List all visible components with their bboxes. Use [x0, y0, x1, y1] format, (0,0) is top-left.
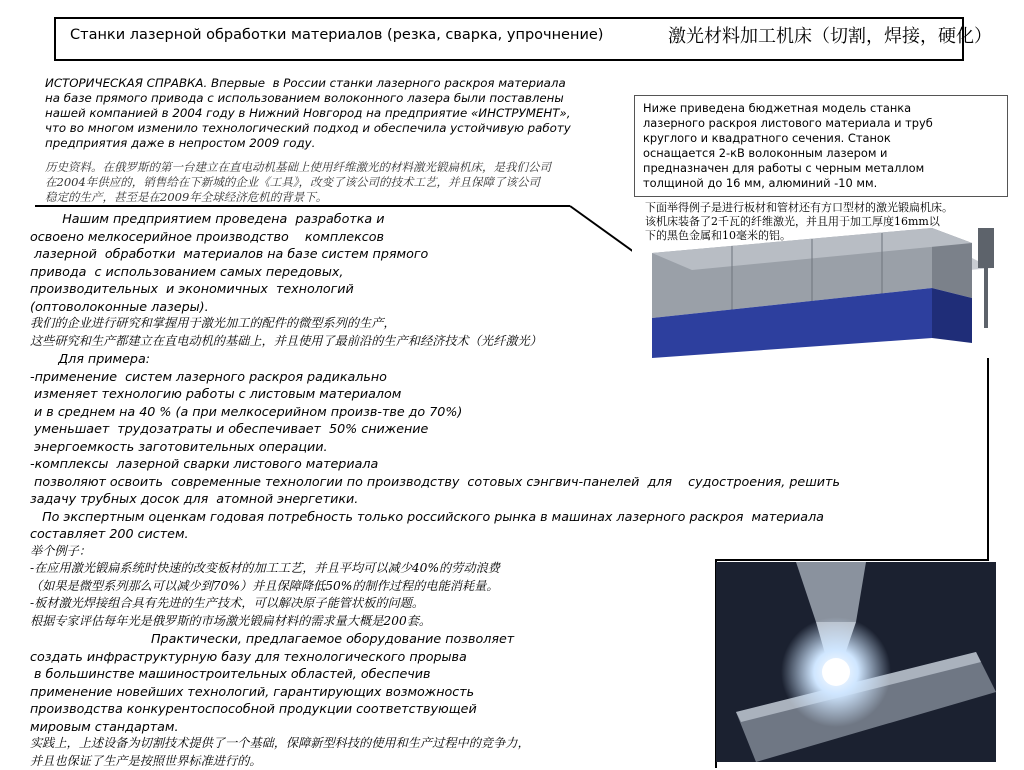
main-text-line: -板材激光焊接组合具有先进的生产技术，可以解决原子能管状板的问题。: [30, 595, 990, 613]
main-text-line: освоено мелкосерийное производство комплексов: [30, 228, 990, 246]
main-text-line: (оптоволоконные лазеры).: [30, 298, 990, 316]
main-text-line: применение новейших технологий, гарантирующих возможность: [30, 683, 990, 701]
callout-zh-line: 下的黑色金属和10毫米的铝。: [645, 229, 993, 243]
main-text-line: -在应用激光锻扁系统时快速的改变板材的加工工艺，并且平均可以减少40%的劳动浪费: [30, 560, 990, 578]
title-chinese: 激光材料加工机床（切割，焊接，硬化）: [668, 22, 992, 48]
history-line: нашей компанией в 2004 году в Нижний Новгород на предприятие «ИНСТРУМЕНТ»,: [45, 106, 630, 121]
main-text-line: 举个例子：: [30, 543, 990, 561]
main-text-line: уменьшает трудозатраты и обеспечивает 50% снижение: [30, 420, 990, 438]
history-line: что во многом изменило технологический подход и обеспечила устойчивую работу: [45, 121, 630, 136]
main-text-line: Практически, предлагаемое оборудование позволяет: [30, 630, 990, 648]
main-text-line: и в среднем на 40 % (а при мелкосерийном произв-тве до 70%): [30, 403, 990, 421]
history-line: на базе прямого привода с использованием волоконного лазера были поставлены: [45, 91, 630, 106]
callout-line: толщиной до 16 мм, алюминий -10 мм.: [643, 176, 999, 191]
callout-line: предназначен для работы с черным металлом: [643, 161, 999, 176]
main-text-line: создать инфраструктурную базу для технологического прорыва: [30, 648, 990, 666]
history-zh-line: 稳定的生产，甚至是在2009年全球经济危机的背景下。: [45, 190, 630, 205]
main-text-line: изменяет технологию работы с листовым материалом: [30, 385, 990, 403]
main-text-line: 我们的企业进行研究和掌握用于激光加工的配件的微型系列的生产，: [30, 315, 990, 333]
callout-zh-line: 该机床装备了2千瓦的纤维激光，并且用于加工厚度16mm以: [645, 215, 993, 229]
main-text-line: производства конкурентоспособной продукции соответствующей: [30, 700, 990, 718]
history-zh-line: 历史资料。在俄罗斯的第一台建立在直电动机基础上使用纤维激光的材料激光锻扁机床，是我们公司: [45, 160, 630, 175]
main-text-line: -комплексы лазерной сварки листового материала: [30, 455, 990, 473]
main-text-line: По экспертным оценкам годовая потребность только российского рынка в машинах лазерного раскроя материала: [30, 508, 990, 526]
main-text-line: Нашим предприятием проведена разработка и: [30, 210, 990, 228]
main-text-line: 这些研究和生产都建立在直电动机的基础上，并且使用了最前沿的生产和经济技术（光纤激光）: [30, 333, 990, 351]
history-zh-line: 在2004年供应的，销售给在下新城的企业《工具》，改变了该公司的技术工艺，并且保障了该公司: [45, 175, 630, 190]
main-text-line: в большинстве машиностроительных областей, обеспечив: [30, 665, 990, 683]
title-russian: Станки лазерной обработки материалов (резка, сварка, упрочнение): [70, 27, 603, 43]
main-text-line: задачу трубных досок для атомной энергетики.: [30, 490, 990, 508]
main-text-line: 并且也保证了生产是按照世界标准进行的。: [30, 753, 990, 770]
main-text-line: （如果是微型系列那么可以减少到70%）并且保障降低50%的制作过程的电能消耗量。: [30, 578, 990, 596]
history-line: ИСТОРИЧЕСКАЯ СПРАВКА. Впервые в России станки лазерного раскроя материала: [45, 76, 630, 91]
main-text-line: -применение систем лазерного раскроя радикально: [30, 368, 990, 386]
main-body-text: [30, 210, 990, 770]
callout-line: лазерного раскроя листового материала и труб: [643, 116, 999, 131]
callout-line: круглого и квадратного сечения. Станок: [643, 131, 999, 146]
main-text-line: 实践上，上述设备为切割技术提供了一个基础，保障新型科技的使用和生产过程中的竞争力，: [30, 735, 990, 753]
main-text-line: лазерной обработки материалов на базе систем прямого: [30, 245, 990, 263]
main-text-line: 根据专家评估每年光是俄罗斯的市场激光锻扁材料的需求量大概是200套。: [30, 613, 990, 631]
main-text-line: позволяют освоить современные технологии по производству сотовых сэнгвич-панелей для судостроения, решить: [30, 473, 990, 491]
main-text-line: производительных и экономичных технологий: [30, 280, 990, 298]
callout-chinese: [645, 201, 993, 243]
history-line: предприятия даже в непростом 2009 году.: [45, 136, 630, 151]
callout-line: оснащается 2-кВ волоконным лазером и: [643, 146, 999, 161]
main-text-line: мировым стандартам.: [30, 718, 990, 736]
callout-line: Ниже приведена бюджетная модель станка: [643, 101, 999, 116]
main-text-line: энергоемкость заготовительных операции.: [30, 438, 990, 456]
main-text-line: привода с использованием самых передовых,: [30, 263, 990, 281]
main-text-line: составляет 200 систем.: [30, 525, 990, 543]
callout-zh-line: 下面举得例子是进行板材和管材还有方口型材的激光锻扁机床。: [645, 201, 993, 215]
main-text-line: Для примера:: [30, 350, 990, 368]
